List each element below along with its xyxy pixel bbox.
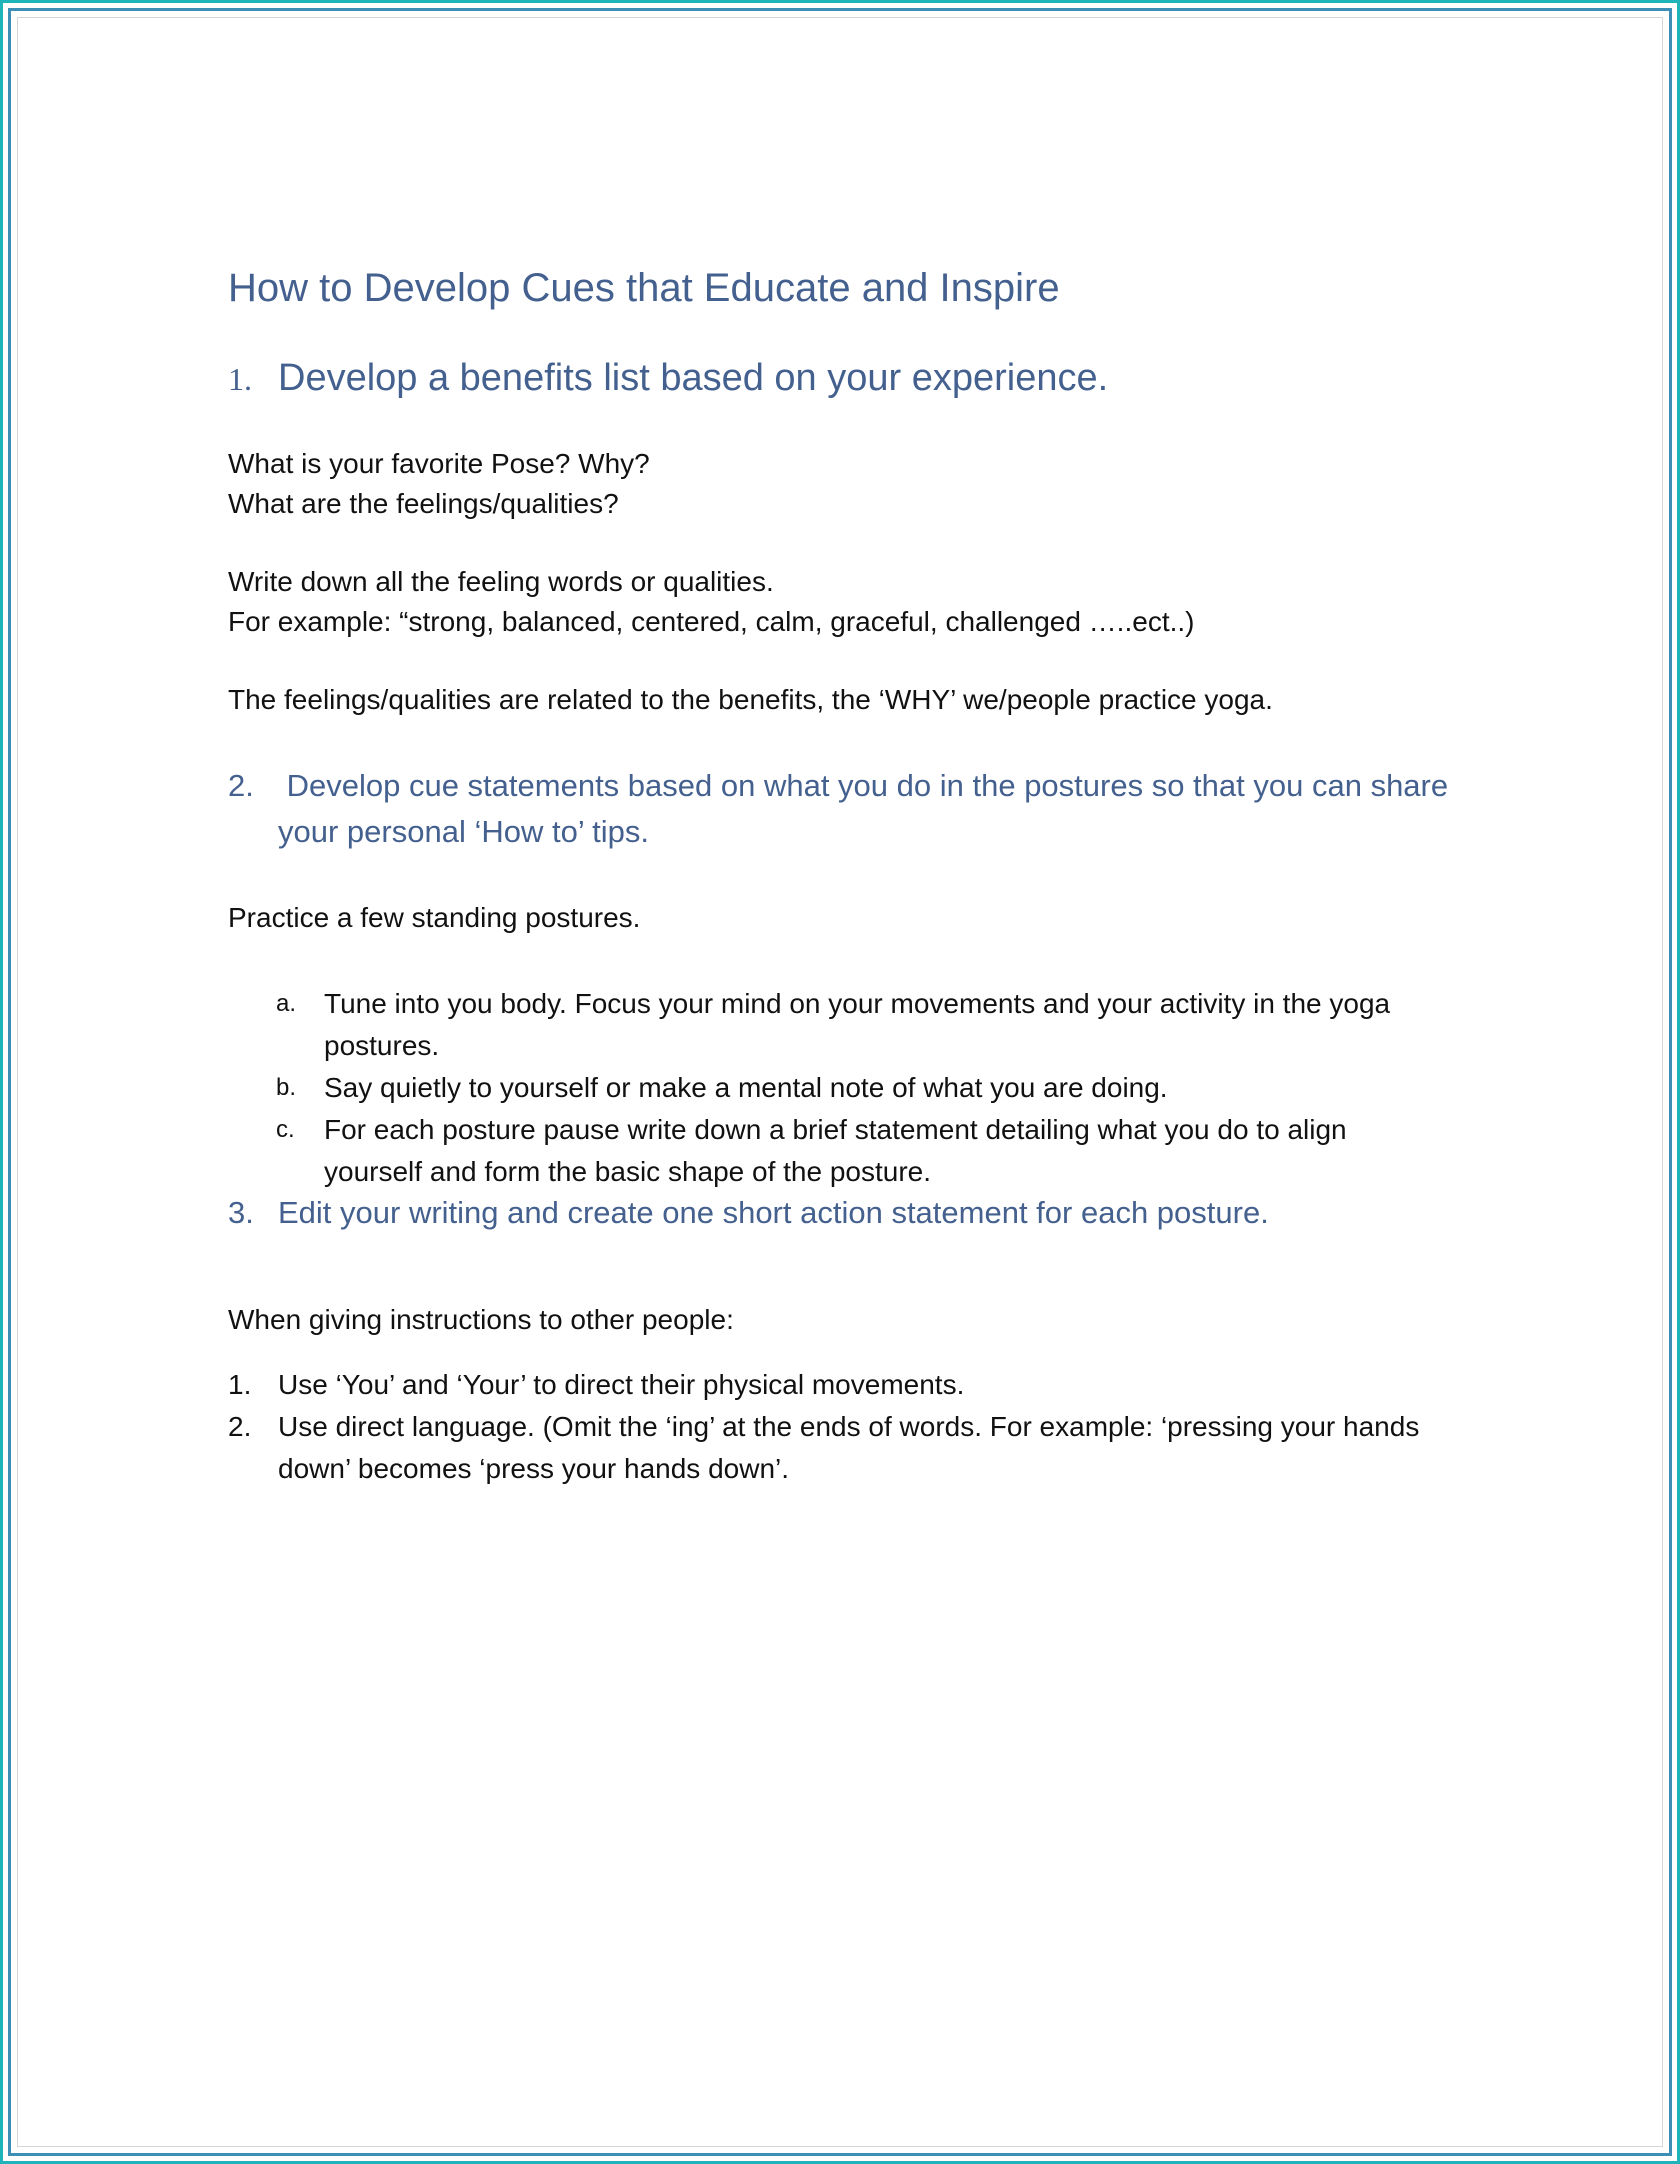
document-page [17, 17, 1663, 2147]
list-marker-a: a. [276, 990, 297, 1017]
section1-line-1: What is your favorite Pose? Why? [228, 448, 650, 479]
list-item-text: For each posture pause write down a brief statement detailing what you do to align [324, 1114, 1347, 1145]
list-item-text-continued: down’ becomes ‘press your hands down’. [278, 1453, 790, 1484]
section3-heading-text: Edit your writing and create one short action statement for each posture. [278, 1195, 1269, 1230]
list-item [276, 1067, 1390, 1109]
section1-number: 1. [228, 361, 252, 397]
list-marker-b: b. [276, 1074, 297, 1101]
section3-heading [228, 1190, 1269, 1236]
list-item-text: Say quietly to yourself or make a mental note of what you are doing. [324, 1072, 1168, 1103]
list-item-text: Use direct language. (Omit the ‘ing’ at the ends of words. For example: ‘pressing your hands [278, 1411, 1420, 1442]
section1-heading-text: Develop a benefits list based on your experience. [278, 357, 1109, 399]
section1-line-4: For example: “strong, balanced, centered, calm, graceful, challenged …..ect..) [228, 606, 1195, 637]
section1-heading [228, 350, 1108, 407]
section2-steps-list [276, 983, 1390, 1193]
list-item-text-continued: postures. [324, 1030, 440, 1061]
list-marker-1: 1. [228, 1369, 252, 1400]
section1-line-2: What are the feelings/qualities? [228, 488, 619, 519]
section1-line-3: Write down all the feeling words or qualities. [228, 566, 774, 597]
list-marker-c: c. [276, 1116, 295, 1143]
section2-heading-line1: Develop cue statements based on what you do in the postures so that you can share [278, 768, 1449, 803]
list-marker-2: 2. [228, 1411, 252, 1442]
section2-number: 2. [228, 768, 254, 803]
list-item-text-continued: yourself and form the basic shape of the posture. [324, 1156, 932, 1187]
list-item-text: Tune into you body. Focus your mind on your movements and your activity in the yoga [324, 988, 1391, 1019]
section1-line-5: The feelings/qualities are related to the benefits, the ‘WHY’ we/people practice yoga. [228, 684, 1273, 715]
list-item [276, 1109, 1390, 1193]
list-item [276, 983, 1390, 1067]
list-item [228, 1406, 1419, 1490]
section3-intro: When giving instructions to other people: [228, 1304, 734, 1335]
section2-heading-line2: your personal ‘How to’ tips. [278, 814, 650, 849]
list-item-text: Use ‘You’ and ‘Your’ to direct their physical movements. [278, 1369, 965, 1400]
section2-intro: Practice a few standing postures. [228, 902, 641, 933]
section3-number: 3. [228, 1195, 254, 1230]
section3-instructions-list [228, 1364, 1419, 1490]
section2-heading [228, 763, 1448, 855]
document-title: How to Develop Cues that Educate and Inspire [228, 266, 1060, 310]
list-item [228, 1364, 1419, 1406]
